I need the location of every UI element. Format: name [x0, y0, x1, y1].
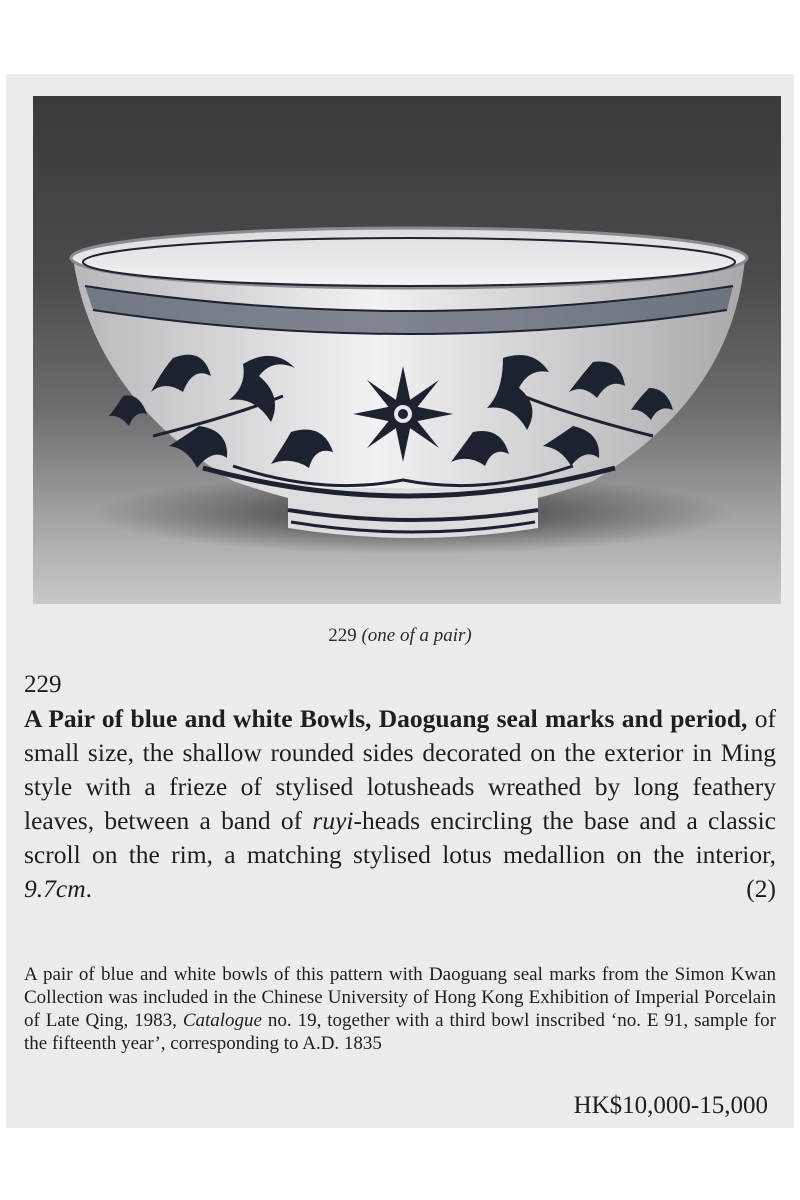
bowl-photo: [33, 96, 781, 604]
bowl-illustration: [33, 96, 781, 604]
lot-title: A Pair of blue and white Bowls, Daoguang seal marks and period,: [24, 704, 748, 733]
description-end: .: [85, 874, 92, 903]
description-part-2: -heads encircling the base and a classic scroll on the rim, a matching stylised lotus medallion on the interior,: [24, 806, 776, 869]
note-catalogue: Catalogue: [182, 1010, 262, 1031]
photo-caption: [6, 625, 794, 647]
price-estimate: HK$10,000-15,000: [573, 1092, 768, 1119]
lot-size: 9.7cm: [24, 874, 86, 903]
item-count: (2): [746, 874, 776, 903]
caption-note: (one of a pair): [361, 625, 472, 646]
description-italic-term: ruyi: [312, 806, 354, 835]
lot-description: [24, 702, 776, 906]
description-part-1: of small size, the shallow rounded sides decorated on the exterior in Ming style with a frieze of stylised lotusheads wreathed by long feathery leaves, between a band of: [24, 704, 776, 835]
provenance-note: [24, 963, 776, 1055]
catalogue-page: [6, 74, 794, 1128]
note-part-2: no. 19, together with a third bowl inscribed ‘no. E 91, sample for the fifteenth year’, corresponding to A.D. 1835: [24, 1010, 776, 1054]
lot-number: 229: [24, 671, 62, 698]
caption-lot-number: 229: [328, 625, 357, 646]
note-part-1: A pair of blue and white bowls of this pattern with Daoguang seal marks from the Simon Kwan Collection was included in the Chinese University of Hong Kong Exhibition of Imperial Porcelain of Late Qing, 1983,: [24, 964, 776, 1031]
